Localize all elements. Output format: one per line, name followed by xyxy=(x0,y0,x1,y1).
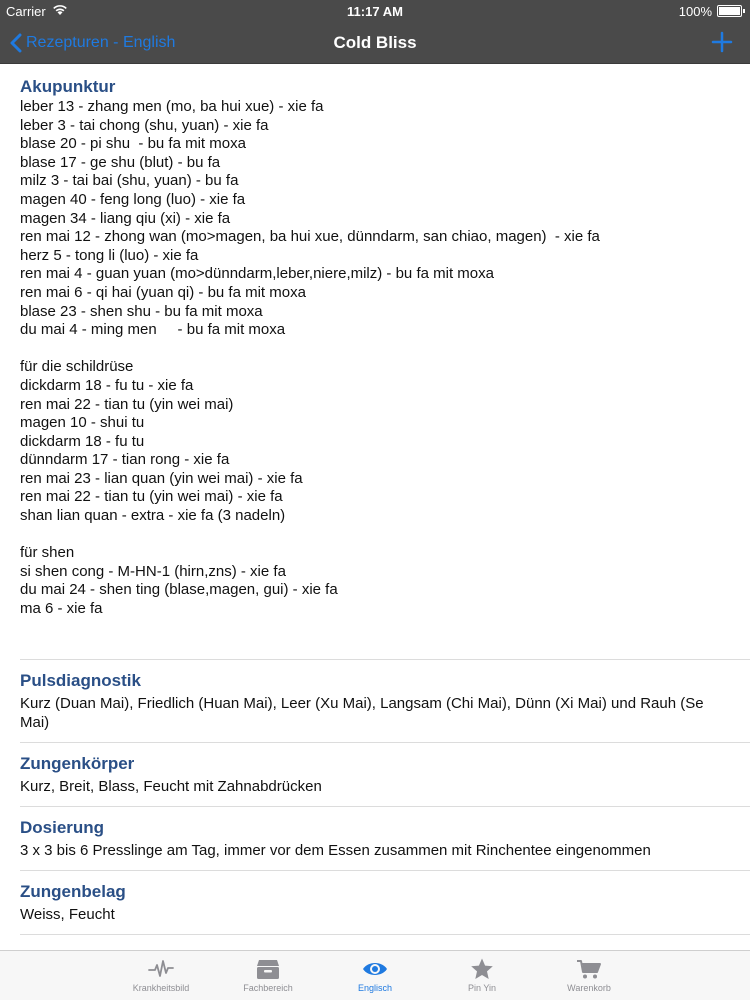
akupunktur-line: ma 6 - xie fa xyxy=(20,600,103,618)
akupunktur-title: Akupunktur xyxy=(20,77,116,96)
detail-content[interactable] xyxy=(0,64,750,950)
cart-icon xyxy=(575,957,603,981)
status-bar xyxy=(0,0,750,22)
akupunktur-line: dickdarm 18 - fu tu xyxy=(20,432,145,450)
akupunktur-line: du mai 4 - ming men - bu fa mit moxa xyxy=(20,321,286,339)
star-icon xyxy=(468,957,496,981)
akupunktur-line: leber 3 - tai chong (shu, yuan) - xie fa xyxy=(20,116,269,134)
archive-box-icon xyxy=(254,957,282,981)
add-button[interactable] xyxy=(710,30,734,54)
akupunktur-line: si shen cong - M-HN-1 (hirn,zns) - xie fa xyxy=(20,562,286,580)
navigation-bar xyxy=(0,22,750,64)
akupunktur-line: dünndarm 17 - tian rong - xie fa xyxy=(20,451,230,469)
akupunktur-line: shan lian quan - extra - xie fa (3 nadeln) xyxy=(20,507,286,525)
plus-icon xyxy=(710,30,734,54)
akupunktur-line xyxy=(20,526,730,545)
pulsdiagnostik-section xyxy=(0,660,750,742)
chevron-left-icon xyxy=(10,33,22,53)
back-button-label: Rezepturen - English xyxy=(26,34,176,51)
akupunktur-section xyxy=(0,64,750,659)
akupunktur-line: milz 3 - tai bai (shu, yuan) - bu fa xyxy=(20,172,239,190)
tab-label: Krankheitsbild xyxy=(132,983,190,993)
akupunktur-line: magen 10 - shui tu xyxy=(20,414,145,432)
akupunktur-line: magen 34 - liang qiu (xi) - xie fa xyxy=(20,209,231,227)
tab-fachbereich[interactable] xyxy=(215,951,322,1000)
akupunktur-line: für shen xyxy=(20,544,75,562)
akupunktur-line: du mai 24 - shen ting (blase,magen, gui) - xie fa xyxy=(20,581,338,599)
eye-icon xyxy=(361,957,389,981)
dosierung-section xyxy=(0,807,750,870)
akupunktur-line xyxy=(20,340,730,359)
akupunktur-line: ren mai 12 - zhong wan (mo>magen, ba hui xue, dünndarm, san chiao, magen) - xie fa xyxy=(20,228,600,246)
akupunktur-line: blase 20 - pi shu - bu fa mit moxa xyxy=(20,135,246,153)
tab-englisch[interactable] xyxy=(322,951,429,1000)
tab-krankheitsbild[interactable] xyxy=(108,951,215,1000)
akupunktur-line: ren mai 22 - tian tu (yin wei mai) xyxy=(20,395,234,413)
dosierung-title: Dosierung xyxy=(20,817,105,837)
akupunktur-line: ren mai 6 - qi hai (yuan qi) - bu fa mit moxa xyxy=(20,283,306,301)
zungenkoerper-text: Kurz, Breit, Blass, Feucht mit Zahnabdrücken xyxy=(20,777,322,795)
akupunktur-line: herz 5 - tong li (luo) - xie fa xyxy=(20,246,199,264)
pulsdiagnostik-title: Pulsdiagnostik xyxy=(20,670,141,690)
akupunktur-line: dickdarm 18 - fu tu - xie fa xyxy=(20,376,194,394)
tab-label: Pin Yin xyxy=(467,983,497,993)
akupunktur-line: ren mai 22 - tian tu (yin wei mai) - xie fa xyxy=(20,488,283,506)
zungenkoerper-section xyxy=(0,743,750,806)
back-button[interactable] xyxy=(10,30,175,56)
tab-label: Englisch xyxy=(357,983,393,993)
tab-label: Warenkorb xyxy=(567,983,611,993)
battery-percent: 100% xyxy=(678,4,712,19)
tab-bar xyxy=(0,950,750,1000)
section-divider xyxy=(20,934,750,935)
carrier-label: Carrier xyxy=(6,4,46,19)
zungenbelag-text: Weiss, Feucht xyxy=(20,905,115,923)
akupunktur-line: blase 23 - shen shu - bu fa mit moxa xyxy=(20,302,263,320)
clock: 11:17 AM xyxy=(347,4,403,19)
dosierung-text: 3 x 3 bis 6 Presslinge am Tag, immer vor dem Essen zusammen mit Rinchentee eingenommen xyxy=(20,841,651,859)
akupunktur-lines xyxy=(20,98,730,619)
zungenbelag-title: Zungenbelag xyxy=(20,881,126,901)
tab-label: Fachbereich xyxy=(243,983,293,993)
akupunktur-line: ren mai 4 - guan yuan (mo>dünndarm,leber,niere,milz) - bu fa mit moxa xyxy=(20,265,494,283)
zungenkoerper-title: Zungenkörper xyxy=(20,753,135,773)
akupunktur-line: magen 40 - feng long (luo) - xie fa xyxy=(20,190,246,208)
akupunktur-line: blase 17 - ge shu (blut) - bu fa xyxy=(20,153,221,171)
pulse-icon xyxy=(147,957,175,981)
akupunktur-line: für die schildrüse xyxy=(20,358,134,376)
page-title: Cold Bliss xyxy=(333,33,417,52)
zungenbelag-section xyxy=(0,871,750,934)
akupunktur-line: leber 13 - zhang men (mo, ba hui xue) - xie fa xyxy=(20,98,324,115)
akupunktur-line: ren mai 23 - lian quan (yin wei mai) - xie fa xyxy=(20,469,303,487)
tab-pin-yin[interactable] xyxy=(429,951,536,1000)
battery-icon xyxy=(717,5,742,17)
pulsdiagnostik-text: Kurz (Duan Mai), Friedlich (Huan Mai), Leer (Xu Mai), Langsam (Chi Mai), Dünn (Xi Mai) und Rauh (Se Mai) xyxy=(20,694,704,731)
tab-warenkorb[interactable] xyxy=(536,951,643,1000)
